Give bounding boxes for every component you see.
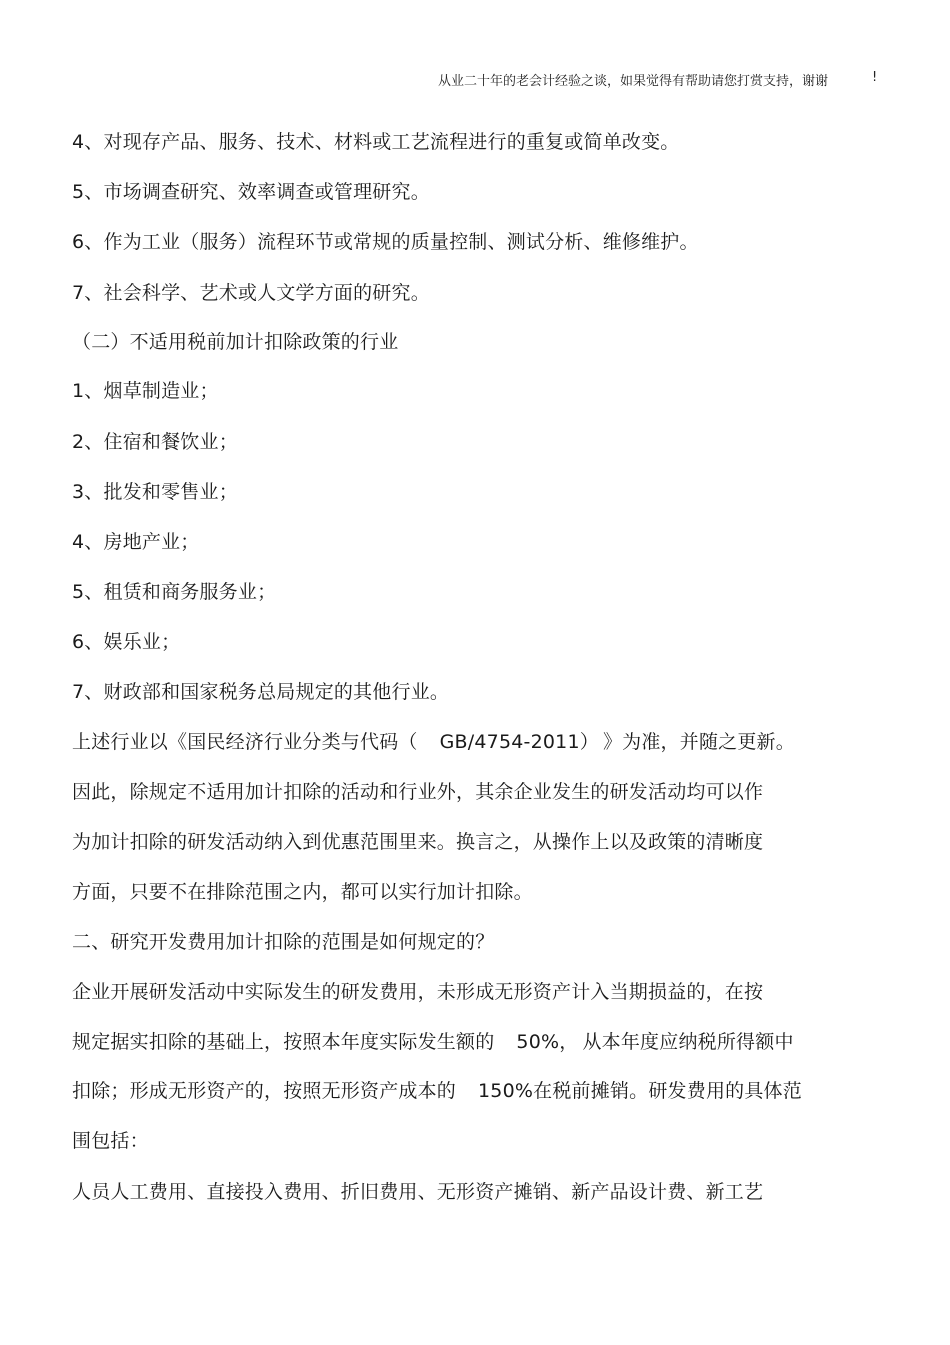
part2-para1-line2 — [72, 1030, 794, 1054]
industry-item-7: 7、财政部和国家税务总局规定的其他行业。 — [72, 681, 450, 703]
list-item-6: 6、作为工业（服务）流程环节或常规的质量控制、测试分析、维修维护。 — [72, 231, 699, 253]
industry-item-6: 6、娱乐业； — [72, 631, 181, 653]
part2-para1-line1: 企业开展研发活动中实际发生的研发费用，未形成无形资产计入当期损益的，在按 — [72, 981, 764, 1003]
standard-before: 上述行业以《国民经济行业分类与代码（ — [72, 731, 418, 753]
list-item-7: 7、社会科学、艺术或人文学方面的研究。 — [72, 282, 430, 304]
list-item-4: 4、对现存产品、服务、技术、材料或工艺流程进行的重复或简单改变。 — [72, 131, 680, 153]
standard-reference — [72, 730, 795, 754]
industry-item-2: 2、住宿和餐饮业； — [72, 431, 238, 453]
standard-code: GB/4754-2011） — [439, 731, 599, 753]
amortization-rate-150: 150% — [478, 1080, 534, 1102]
section-heading-excluded-industries: （二）不适用税前加计扣除政策的行业 — [72, 331, 399, 353]
header-note-text: 从业二十年的老会计经验之谈，如果觉得有帮助请您打赏支持，谢谢 — [438, 74, 829, 89]
para1-line2-after: 从本年度应纳税所得额中 — [582, 1031, 794, 1053]
para1-line3-before: 扣除；形成无形资产的，按照无形资产成本的 — [72, 1080, 457, 1102]
part2-para1-line3 — [72, 1079, 802, 1103]
para1-line2-before: 规定据实扣除的基础上，按照本年度实际发生额的 — [72, 1031, 495, 1053]
header-exclaim: ! — [872, 70, 878, 85]
industry-item-3: 3、批发和零售业； — [72, 481, 238, 503]
industry-item-1: 1、烟草制造业； — [72, 380, 219, 402]
industry-item-4: 4、房地产业； — [72, 531, 200, 553]
standard-after: 》为准，并随之更新。 — [602, 731, 795, 753]
industry-item-5: 5、租赁和商务服务业； — [72, 581, 277, 603]
header-note — [438, 70, 878, 89]
conclusion-line-1: 因此，除规定不适用加计扣除的活动和行业外，其余企业发生的研发活动均可以作 — [72, 781, 764, 803]
conclusion-line-3: 方面，只要不在排除范围之内，都可以实行加计扣除。 — [72, 881, 533, 903]
deduction-rate-50: 50%， — [516, 1031, 579, 1053]
list-item-5: 5、市场调查研究、效率调查或管理研究。 — [72, 181, 430, 203]
part2-heading: 二、研究开发费用加计扣除的范围是如何规定的？ — [72, 931, 495, 953]
conclusion-line-2: 为加计扣除的研发活动纳入到优惠范围里来。换言之，从操作上以及政策的清晰度 — [72, 831, 764, 853]
part2-para1-line4: 围包括： — [72, 1130, 149, 1152]
para1-line3-after: 在税前摊销。研发费用的具体范 — [533, 1080, 802, 1102]
part2-para2-line1: 人员人工费用、直接投入费用、折旧费用、无形资产摊销、新产品设计费、新工艺 — [72, 1181, 764, 1203]
